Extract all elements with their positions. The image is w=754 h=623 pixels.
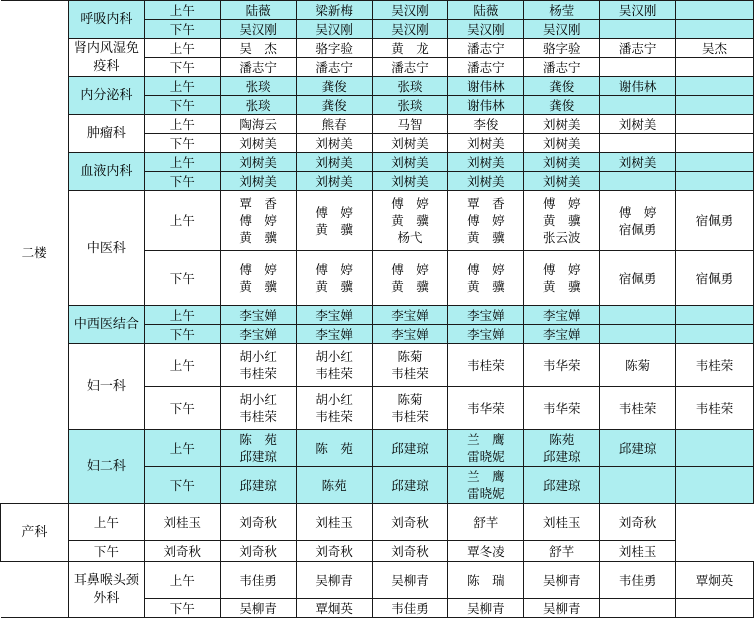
- doctor-cell: [296, 191, 372, 251]
- doctor-cell: 刘树美: [524, 153, 600, 172]
- doctor-cell: 杨莹: [524, 1, 600, 20]
- doctor-cell: 李宝婵: [524, 306, 600, 325]
- doctor-cell: [220, 387, 296, 430]
- doctor-cell: 刘树美: [372, 172, 448, 191]
- doctor-cell: 潘志宁: [524, 58, 600, 77]
- session-label: 上午: [144, 344, 220, 387]
- doctor-name: 黄 骥: [315, 279, 353, 294]
- table-row: [1, 191, 754, 251]
- doctor-name: 傅 婷: [542, 262, 581, 277]
- doctor-name: 黄 骥: [391, 279, 429, 294]
- doctor-cell: 龚俊: [524, 96, 600, 115]
- doctor-name: 黄 骥: [239, 279, 277, 294]
- session-label: 下午: [144, 467, 220, 504]
- doctor-cell: [296, 387, 372, 430]
- doctor-name: 韦桂荣: [315, 366, 353, 381]
- session-label: 上午: [144, 191, 220, 251]
- doctor-name: 傅 婷: [542, 196, 581, 211]
- doctor-cell: [676, 58, 754, 77]
- doctor-cell: 陶海云: [220, 115, 296, 134]
- doctor-name: 傅 婷: [315, 204, 353, 220]
- doctor-name: 陈 苑: [315, 440, 353, 456]
- doctor-cell: [372, 430, 448, 467]
- doctor-cell: [524, 344, 600, 387]
- doctor-name: 韦桂荣: [391, 409, 429, 424]
- doctor-cell: 刘树美: [448, 134, 524, 153]
- doctor-cell: [296, 467, 372, 504]
- doctor-cell: 覃冬凌: [448, 541, 524, 562]
- doctor-cell: [676, 467, 754, 504]
- doctor-cell: 刘树美: [220, 153, 296, 172]
- doctor-name: 覃 香: [239, 196, 277, 211]
- doctor-cell: [296, 251, 372, 306]
- doctor-cell: [220, 191, 296, 251]
- doctor-cell: 刘树美: [524, 134, 600, 153]
- doctor-name: 雷晓妮: [467, 486, 505, 501]
- doctor-cell: [676, 134, 754, 153]
- doctor-name: 傅 婷: [315, 262, 353, 277]
- doctor-cell: [448, 191, 524, 251]
- doctor-cell: [676, 77, 754, 96]
- doctor-cell: 陆薇: [448, 1, 524, 20]
- doctor-cell: 李宝婵: [524, 325, 600, 344]
- session-label: 上午: [144, 430, 220, 467]
- doctor-cell: 马智: [372, 115, 448, 134]
- doctor-cell: 刘树美: [448, 172, 524, 191]
- doctor-cell: [676, 306, 754, 325]
- doctor-name: 覃 香: [467, 196, 505, 211]
- doctor-cell: [600, 344, 676, 387]
- doctor-cell: [676, 172, 754, 191]
- table-row: [1, 1, 754, 20]
- doctor-cell: [676, 344, 754, 387]
- doctor-name: 陈 苑: [239, 432, 277, 447]
- doctor-name: 邱建琼: [239, 477, 277, 493]
- doctor-name: 陈菊: [397, 349, 423, 364]
- doctor-cell: [600, 325, 676, 344]
- doctor-name: 傅 婷: [391, 196, 429, 211]
- doctor-name: 邱建琼: [618, 440, 657, 456]
- doctor-cell: 吴柳青: [296, 562, 372, 599]
- department-name: 肿瘤科: [68, 115, 144, 153]
- session-label: 下午: [144, 96, 220, 115]
- doctor-name: 韦桂荣: [618, 400, 657, 416]
- doctor-cell: [448, 430, 524, 467]
- floor-label: 二楼: [1, 1, 69, 504]
- department-name: 耳鼻喉头颈外科: [68, 562, 144, 618]
- session-label: 上午: [144, 115, 220, 134]
- doctor-cell: 吴柳青: [448, 599, 524, 618]
- doctor-name: 韦华荣: [542, 400, 581, 416]
- doctor-cell: [448, 467, 524, 504]
- table-row: [1, 504, 754, 541]
- floor-label-blank: [1, 562, 69, 618]
- doctor-cell: [372, 191, 448, 251]
- doctor-name: 胡小红: [315, 349, 353, 364]
- doctor-cell: [448, 387, 524, 430]
- doctor-cell: 刘树美: [524, 115, 600, 134]
- doctor-cell: 吴柳青: [524, 599, 600, 618]
- session-label: 下午: [144, 251, 220, 306]
- doctor-cell: [676, 115, 754, 134]
- doctor-name: 傅 婷: [239, 213, 277, 228]
- doctor-cell: [676, 387, 754, 430]
- doctor-cell: 李宝婵: [220, 325, 296, 344]
- doctor-name: 韦桂荣: [467, 357, 505, 373]
- doctor-cell: 刘奇秋: [220, 541, 296, 562]
- doctor-cell: [600, 58, 676, 77]
- doctor-cell: 李宝婵: [220, 306, 296, 325]
- doctor-cell: 吴汉刚: [524, 20, 600, 39]
- doctor-cell: 刘奇秋: [372, 541, 448, 562]
- session-label: 下午: [144, 58, 220, 77]
- doctor-cell: 刘奇秋: [372, 504, 448, 541]
- doctor-name: 胡小红: [315, 392, 353, 407]
- department-name: 肾内风湿免疫科: [68, 39, 144, 77]
- doctor-cell: 吴汉刚: [448, 20, 524, 39]
- doctor-cell: 刘桂玉: [600, 541, 676, 562]
- doctor-cell: [676, 430, 754, 467]
- doctor-cell: [600, 172, 676, 191]
- doctor-cell: [676, 325, 754, 344]
- doctor-name: 傅 婷: [467, 213, 505, 228]
- doctor-cell: [524, 387, 600, 430]
- session-label: 下午: [68, 541, 144, 562]
- session-label: 上午: [144, 77, 220, 96]
- doctor-name: 兰 鹰: [467, 432, 505, 447]
- doctor-cell: 覃炯英: [296, 599, 372, 618]
- session-label: 下午: [144, 20, 220, 39]
- doctor-name: 韦桂荣: [391, 366, 429, 381]
- doctor-cell: 龚俊: [296, 77, 372, 96]
- doctor-cell: 刘桂玉: [524, 504, 600, 541]
- doctor-cell: 李宝婵: [296, 306, 372, 325]
- doctor-cell: [220, 344, 296, 387]
- doctor-cell: [296, 430, 372, 467]
- doctor-cell: 吴柳青: [524, 562, 600, 599]
- doctor-cell: 张琰: [372, 77, 448, 96]
- session-label: 上午: [144, 39, 220, 58]
- doctor-cell: 张琰: [220, 77, 296, 96]
- session-label: 下午: [144, 387, 220, 430]
- doctor-cell: [372, 344, 448, 387]
- doctor-name: 宿佩勇: [695, 270, 734, 286]
- doctor-cell: 韦佳勇: [220, 562, 296, 599]
- doctor-cell: 刘奇秋: [600, 504, 676, 541]
- doctor-name: 兰 鹰: [467, 469, 505, 484]
- doctor-cell: 骆字验: [524, 39, 600, 58]
- doctor-cell: 李宝婵: [372, 325, 448, 344]
- doctor-name: 陈苑: [549, 432, 575, 447]
- doctor-name: 黄 骥: [239, 230, 277, 245]
- doctor-cell: 覃炯英: [676, 562, 754, 599]
- doctor-cell: 吴汉刚: [600, 1, 676, 20]
- doctor-cell: [524, 467, 600, 504]
- doctor-cell: 潘志宁: [448, 58, 524, 77]
- table-row: [1, 153, 754, 172]
- doctor-cell: 潘志宁: [600, 39, 676, 58]
- doctor-cell: [600, 387, 676, 430]
- session-label: 下午: [144, 172, 220, 191]
- doctor-name: 傅 婷: [467, 262, 505, 277]
- doctor-name: 黄 骥: [542, 213, 581, 228]
- department-name: 中西医结合: [68, 306, 144, 344]
- doctor-cell: 陈 瑞: [448, 562, 524, 599]
- table-row: [1, 344, 754, 387]
- doctor-cell: 韦佳勇: [372, 599, 448, 618]
- doctor-cell: 李宝婵: [372, 306, 448, 325]
- doctor-name: 邱建琼: [239, 449, 277, 464]
- doctor-cell: [220, 430, 296, 467]
- department-name: 中医科: [68, 191, 144, 306]
- doctor-cell: 吴汉刚: [372, 1, 448, 20]
- doctor-cell: [600, 191, 676, 251]
- doctor-cell: [600, 134, 676, 153]
- session-label: 上午: [68, 504, 144, 541]
- doctor-cell: [524, 251, 600, 306]
- doctor-cell: 吴柳青: [372, 562, 448, 599]
- doctor-cell: 刘桂玉: [144, 504, 220, 541]
- doctor-cell: [372, 251, 448, 306]
- doctor-name: 邱建琼: [542, 449, 581, 464]
- doctor-name: 黄 骥: [391, 213, 429, 228]
- doctor-cell: 谢伟林: [600, 77, 676, 96]
- doctor-cell: 刘树美: [296, 153, 372, 172]
- session-label: 上午: [144, 562, 220, 599]
- doctor-cell: 刘树美: [372, 153, 448, 172]
- department-name: 产科: [1, 504, 69, 562]
- doctor-cell: [676, 191, 754, 251]
- doctor-cell: 吴杰: [676, 39, 754, 58]
- doctor-name: 邱建琼: [542, 477, 581, 493]
- doctor-name: 韦华荣: [467, 400, 505, 416]
- doctor-name: 陈菊: [625, 357, 651, 373]
- doctor-name: 傅 婷: [618, 204, 657, 220]
- doctor-cell: [676, 599, 754, 618]
- doctor-cell: 吴汉刚: [220, 20, 296, 39]
- doctor-name: 宿佩勇: [695, 213, 734, 228]
- doctor-cell: [600, 430, 676, 467]
- doctor-cell: 刘奇秋: [220, 504, 296, 541]
- doctor-cell: [220, 467, 296, 504]
- doctor-cell: 吴 杰: [220, 39, 296, 58]
- doctor-name: 黄 骥: [467, 230, 505, 245]
- doctor-cell: [676, 20, 754, 39]
- doctor-cell: [600, 467, 676, 504]
- table-row: [1, 115, 754, 134]
- doctor-cell: 刘树美: [220, 134, 296, 153]
- doctor-cell: [676, 1, 754, 20]
- doctor-cell: 李俊: [448, 115, 524, 134]
- doctor-cell: 李宝婵: [448, 306, 524, 325]
- doctor-cell: 刘树美: [600, 115, 676, 134]
- doctor-cell: [600, 599, 676, 618]
- doctor-cell: [600, 306, 676, 325]
- department-name: 内分泌科: [68, 77, 144, 115]
- doctor-name: 陈菊: [397, 392, 423, 407]
- doctor-name: 韦桂荣: [239, 366, 277, 381]
- doctor-cell: [372, 467, 448, 504]
- doctor-name: 陈苑: [321, 477, 347, 493]
- table-row: [1, 562, 754, 599]
- doctor-cell: [524, 430, 600, 467]
- session-label: 下午: [144, 325, 220, 344]
- doctor-name: 雷晓妮: [467, 449, 505, 464]
- department-name: 呼吸内科: [68, 1, 144, 39]
- doctor-cell: [448, 344, 524, 387]
- doctor-name: 邱建琼: [391, 440, 429, 456]
- doctor-cell: [220, 251, 296, 306]
- doctor-cell: [676, 96, 754, 115]
- doctor-cell: 刘奇秋: [296, 541, 372, 562]
- department-name: 血液内科: [68, 153, 144, 191]
- doctor-cell: [600, 251, 676, 306]
- doctor-cell: 刘树美: [524, 172, 600, 191]
- doctor-cell: 刘树美: [600, 153, 676, 172]
- doctor-cell: 张琰: [372, 96, 448, 115]
- doctor-cell: 李宝婵: [448, 325, 524, 344]
- table-row: [1, 39, 754, 58]
- doctor-name: 黄 骥: [467, 279, 505, 294]
- doctor-name: 韦桂荣: [695, 400, 734, 416]
- doctor-name: 傅 婷: [239, 262, 277, 277]
- department-name: 妇一科: [68, 344, 144, 430]
- table-row: [1, 77, 754, 96]
- doctor-cell: 舒芊: [524, 541, 600, 562]
- doctor-name: 张云波: [542, 230, 581, 245]
- doctor-cell: 谢伟林: [448, 77, 524, 96]
- doctor-cell: 刘树美: [296, 172, 372, 191]
- doctor-cell: 梁新梅: [296, 1, 372, 20]
- doctor-cell: 龚俊: [524, 77, 600, 96]
- doctor-cell: 刘桂玉: [296, 504, 372, 541]
- doctor-name: 傅 婷: [391, 262, 429, 277]
- doctor-cell: [600, 20, 676, 39]
- doctor-cell: 刘奇秋: [144, 541, 220, 562]
- session-label: 上午: [144, 153, 220, 172]
- table-row: [1, 541, 754, 562]
- doctor-cell: 吴柳青: [220, 599, 296, 618]
- doctor-cell: 张琰: [220, 96, 296, 115]
- doctor-name: 韦桂荣: [239, 409, 277, 424]
- doctor-cell: 龚俊: [296, 96, 372, 115]
- doctor-cell: 潘志宁: [372, 58, 448, 77]
- doctor-name: 邱建琼: [391, 477, 429, 493]
- doctor-cell: [600, 96, 676, 115]
- doctor-cell: 骆字验: [296, 39, 372, 58]
- doctor-cell: 谢伟林: [448, 96, 524, 115]
- doctor-cell: 吴汉刚: [372, 20, 448, 39]
- doctor-cell: 刘树美: [296, 134, 372, 153]
- doctor-cell: [524, 191, 600, 251]
- session-label: 上午: [144, 1, 220, 20]
- doctor-cell: 潘志宁: [220, 58, 296, 77]
- doctor-cell: 潘志宁: [296, 58, 372, 77]
- doctor-name: 韦华荣: [542, 357, 581, 373]
- table-row: [1, 430, 754, 467]
- doctor-cell: 熊春: [296, 115, 372, 134]
- doctor-cell: [372, 387, 448, 430]
- department-name: 妇二科: [68, 430, 144, 504]
- doctor-name: 宿佩勇: [618, 270, 657, 286]
- doctor-cell: 刘树美: [220, 172, 296, 191]
- doctor-cell: 陆薇: [220, 1, 296, 20]
- doctor-name: 黄 骥: [315, 221, 353, 237]
- session-label: 上午: [144, 306, 220, 325]
- doctor-cell: 韦佳勇: [600, 562, 676, 599]
- doctor-cell: 刘树美: [448, 153, 524, 172]
- doctor-name: 韦桂荣: [315, 409, 353, 424]
- doctor-name: 韦桂荣: [695, 357, 734, 373]
- doctor-cell: 吴汉刚: [296, 20, 372, 39]
- doctor-cell: [448, 251, 524, 306]
- session-label: 下午: [144, 134, 220, 153]
- doctor-name: 胡小红: [239, 392, 277, 407]
- doctor-name: 杨弋: [397, 230, 423, 245]
- doctor-name: 胡小红: [239, 349, 277, 364]
- doctor-cell: 李宝婵: [296, 325, 372, 344]
- doctor-cell: [296, 344, 372, 387]
- doctor-name: 黄 骥: [542, 279, 581, 294]
- table-row: [1, 306, 754, 325]
- doctor-cell: 黄 龙: [372, 39, 448, 58]
- doctor-name: 宿佩勇: [618, 221, 657, 237]
- session-label: 下午: [144, 599, 220, 618]
- doctor-cell: [676, 153, 754, 172]
- doctor-cell: 潘志宁: [448, 39, 524, 58]
- doctor-cell: 舒芊: [448, 504, 524, 541]
- doctor-cell: [676, 251, 754, 306]
- doctor-cell: 刘树美: [372, 134, 448, 153]
